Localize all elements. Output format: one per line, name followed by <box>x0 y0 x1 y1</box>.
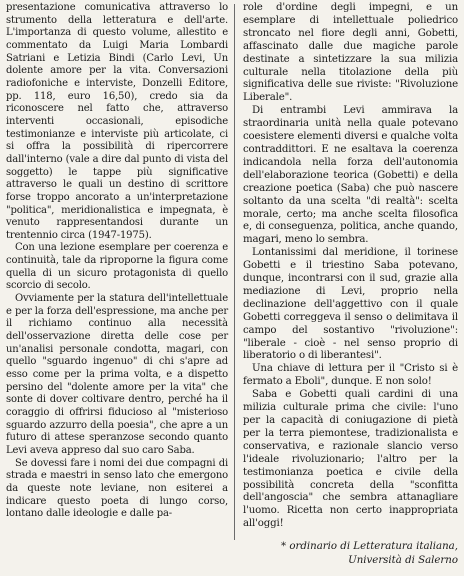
signature-line-1 <box>238 540 458 554</box>
author-signature <box>238 540 458 568</box>
signature-role: ordinario di Letteratura italiana, <box>289 541 458 552</box>
column-divider <box>234 4 235 540</box>
paragraph-7: Lontanissimi dal meridione, il torinese Gobetti e il triestino Saba potevano, dunque, incontrarsi con il sud, grazie alla mediazione di Levi, proprio nella declinazione dell'aggettivo con il quale Gobetti correggeva il senso o delimitava il campo del sostantivo "rivoluzione": "liberale - cioè - nel senso proprio di liberatorio o di liberantesi". <box>243 247 458 362</box>
paragraph-1: presentazione comunicativa attraverso lo strumento della letteratura e dell'arte. L'importanza di questo volume, allestito e commentato da Luigi Maria Lombardi Satriani e Letizia Bindi (Carlo Levi, Un dolente amore per la vita. Conversazioni radiofoniche e interviste, Donzelli Editore, pp. 118, euro 16,50), credo sia da riconoscere nel fatto che, attraverso interventi occasionali, episodiche testimonianze e interviste più articolate, ci si offra la possibilità di ripercorrere dall'interno (vale a dire dal punto di vista del soggetto) le tappe più significative attraverso le quali un destino di scrittore forse troppo ancorato a un'interpretazione "politica", meridionalistica e impegnata, è venuto rappresentandosi durante un trentennio circa (1947-1975). <box>6 2 228 241</box>
signature-line-2: Università di Salerno <box>348 555 458 566</box>
paragraph-8: Una chiave di lettura per il "Cristo si è fermato a Eboli", dunque. E non solo! <box>243 363 458 388</box>
paragraph-2: Con una lezione esemplare per coerenza e continuità, tale da riproporne la figura come quella di un sicuro protagonista di quello scorcio di secolo. <box>6 242 228 292</box>
paragraph-4: Se dovessi fare i nomi dei due compagni di strada e maestri in senso lato che emergono da queste note leviane, non esiterei a indicare questo poeta di lungo corso, lontano dalle ideologie e dalle pa- <box>6 457 228 520</box>
paragraph-5: role d'ordine degli impegni, e un esemplare di intellettuale poliedrico stroncato nel fiore degli anni, Gobetti, affascinato dalle due magiche parole destinate a sintetizzare la sua milizia culturale nella titolazione della più significativa delle sue riviste: "Rivoluzione Liberale". <box>243 2 458 104</box>
footnote-marker: * <box>281 541 287 552</box>
right-column <box>243 2 458 538</box>
paragraph-3: Ovviamente per la statura dell'intellettuale e per la forza dell'espressione, ma anche per il richiamo continuo alla necessità dell'osservazione diretta delle cose per un'analisi personale condotta, magari, con quello "sguardo ingenuo" di chi s'apre ad esso come per la prima volta, e a dispetto persino del "dolente amore per la vita" che sonte di dover coltivare dentro, perché ha il coraggio di offrirsi fiducioso al "misterioso sguardo azzurro della poesia", che apre a un futuro di attese speranzose secondo quanto Levi aveva appreso dal suo caro Saba. <box>6 293 228 456</box>
left-column <box>6 2 228 542</box>
paragraph-9: Saba e Gobetti quali cardini di una milizia culturale prima che civile: l'uno per la capacità di coniugazione di pietà per la terra piemontese, tradizionalista e conservativa, e razionale slancio verso l'ideale rivoluzionario; l'altro per la testimonianza poetica e civile della possibilità concreta della "sconfitta dell'angoscia" che sembra attanagliare l'uomo. Ricetta non certo inappropriata all'oggi! <box>243 389 458 530</box>
paragraph-6: Di entrambi Levi ammirava la straordinaria unità nella quale potevano coesistere elementi diversi e qualche volta contraddittori. E ne esaltava la coerenza indicandola nella forza dell'autonomia dell'elaborazione teorica (Gobetti) e della creazione poetica (Saba) che può nascere soltanto da una scelta "di realtà": scelta morale, certo; ma anche scelta filosofica e, di conseguenza, politica, anche quando, magari, meno lo sembra. <box>243 105 458 246</box>
